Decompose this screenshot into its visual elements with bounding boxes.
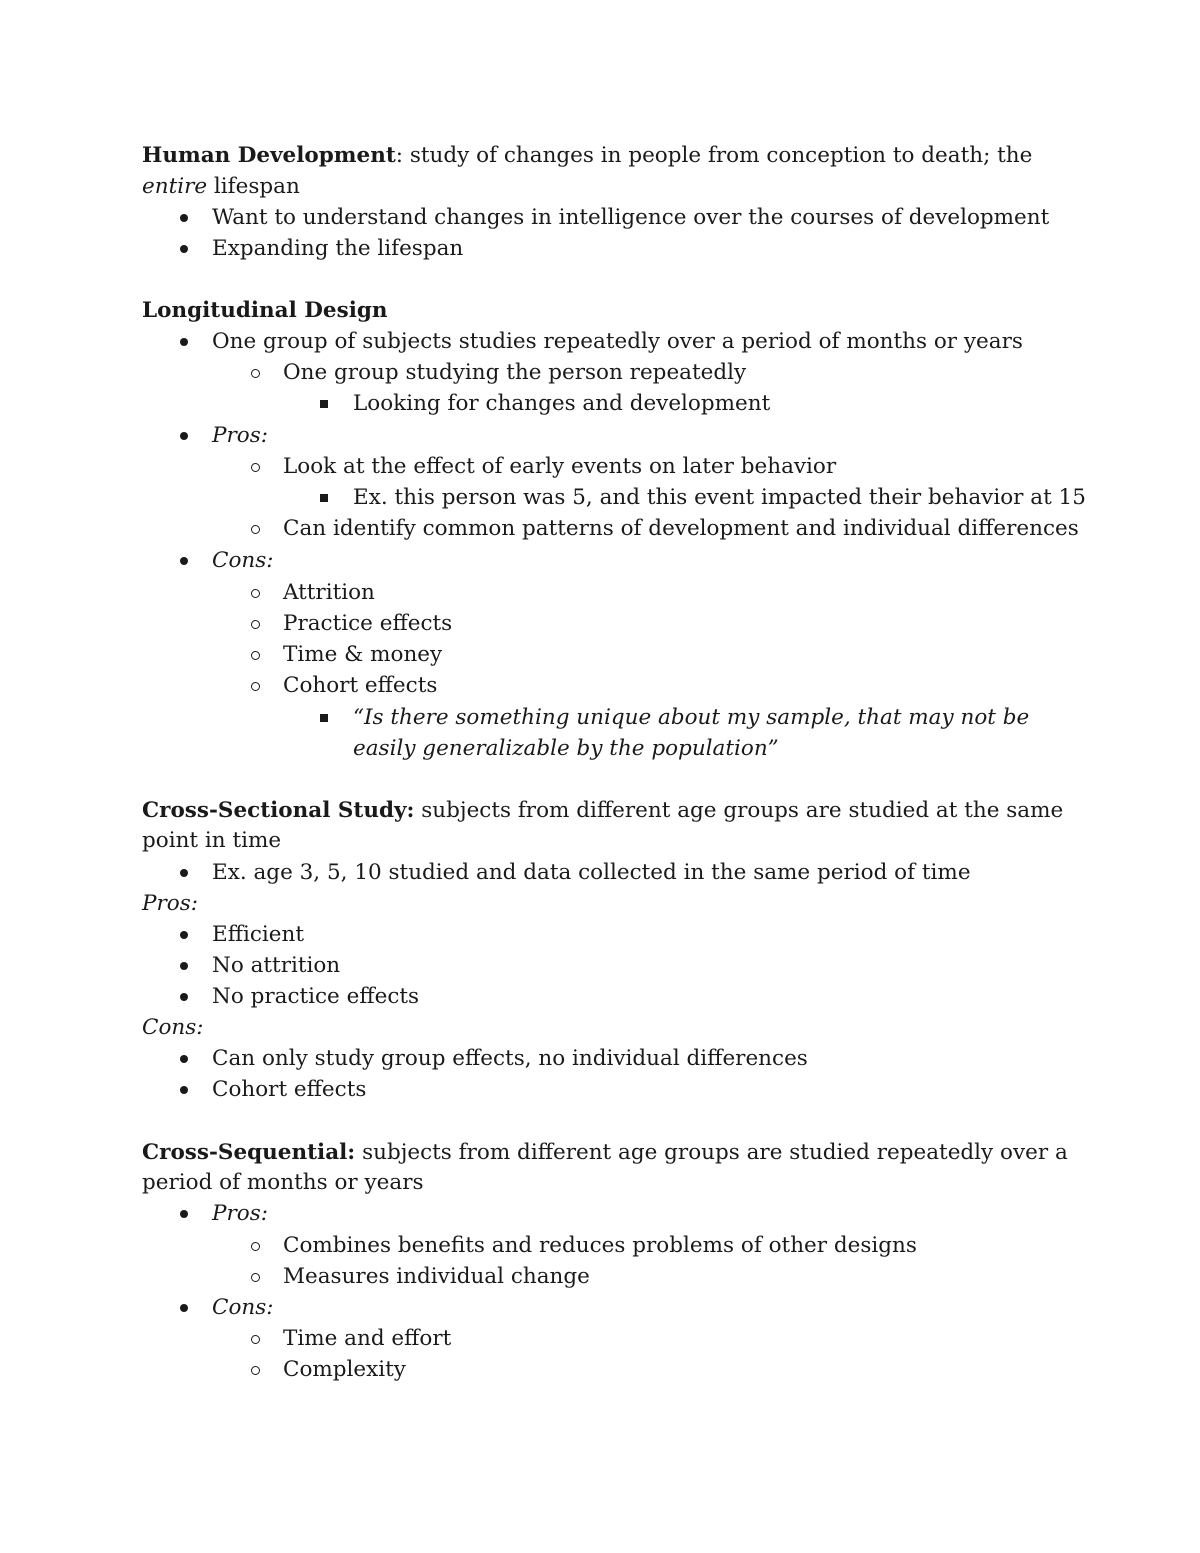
longitudinal-heading: Longitudinal Design — [142, 298, 388, 323]
cross-sectional-definition-text: subjects from different age groups are studied at the same — [414, 798, 1064, 823]
list-item-text: Measures individual change — [283, 1264, 590, 1289]
list-item-text: Combines benefits and reduces problems of other designs — [283, 1233, 917, 1258]
cons-label: Cons: — [212, 548, 274, 573]
cross-sequential-definition-text: subjects from different age groups are studied repeatedly over a — [355, 1140, 1068, 1165]
list-item-text: Time & money — [283, 642, 443, 667]
cohort-quote: “Is there something unique about my sample, that may not be — [353, 705, 1030, 730]
pros-label: Pros: — [142, 891, 198, 916]
cross-sequential-definition — [142, 1137, 1068, 1168]
list-item-text: Efficient — [212, 922, 304, 947]
list-item-text: Practice effects — [283, 611, 453, 636]
list-item-text: Cohort effects — [212, 1077, 367, 1102]
list-item-text: Complexity — [283, 1357, 406, 1382]
human-development-definition — [142, 140, 1032, 171]
list-item-text: Ex. this person was 5, and this event impacted their behavior at 15 — [353, 485, 1086, 510]
list-item-text: Attrition — [283, 580, 375, 605]
list-item-text: Can only study group effects, no individual differences — [212, 1046, 808, 1071]
list-item-text: No practice effects — [212, 984, 420, 1009]
cross-sectional-definition-cont: point in time — [142, 828, 282, 853]
list-item-text: Want to understand changes in intelligence over the courses of development — [212, 205, 1050, 230]
definition-continuation: lifespan — [207, 174, 300, 199]
pros-label: Pros: — [212, 1201, 268, 1226]
list-item-text: Cohort effects — [283, 673, 438, 698]
list-item-text: Ex. age 3, 5, 10 studied and data collected in the same period of time — [212, 860, 971, 885]
cohort-quote-cont: easily generalizable by the population” — [353, 736, 779, 761]
list-item-text: Look at the effect of early events on later behavior — [283, 454, 837, 479]
list-item-text: One group of subjects studies repeatedly over a period of months or years — [212, 329, 1023, 354]
human-development-definition-cont — [142, 171, 300, 202]
cons-label: Cons: — [142, 1015, 204, 1040]
list-item-text: Time and effort — [283, 1326, 452, 1351]
list-item-text: One group studying the person repeatedly — [283, 360, 747, 385]
list-item-text: Expanding the lifespan — [212, 236, 464, 261]
list-item-text: Can identify common patterns of development and individual differences — [283, 516, 1079, 541]
human-development-term: Human Development — [142, 143, 396, 168]
cross-sequential-term: Cross-Sequential: — [142, 1140, 356, 1165]
list-item-text: Looking for changes and development — [353, 391, 771, 416]
list-item-text: No attrition — [212, 953, 341, 978]
cross-sequential-definition-cont: period of months or years — [142, 1170, 424, 1195]
cross-sectional-definition — [142, 795, 1063, 826]
human-development-definition-text: : study of changes in people from conception to death; the — [395, 143, 1033, 168]
cross-sectional-term: Cross-Sectional Study: — [142, 798, 415, 823]
emphasis-entire: entire — [142, 174, 208, 199]
pros-label: Pros: — [212, 423, 268, 448]
cons-label: Cons: — [212, 1295, 274, 1320]
